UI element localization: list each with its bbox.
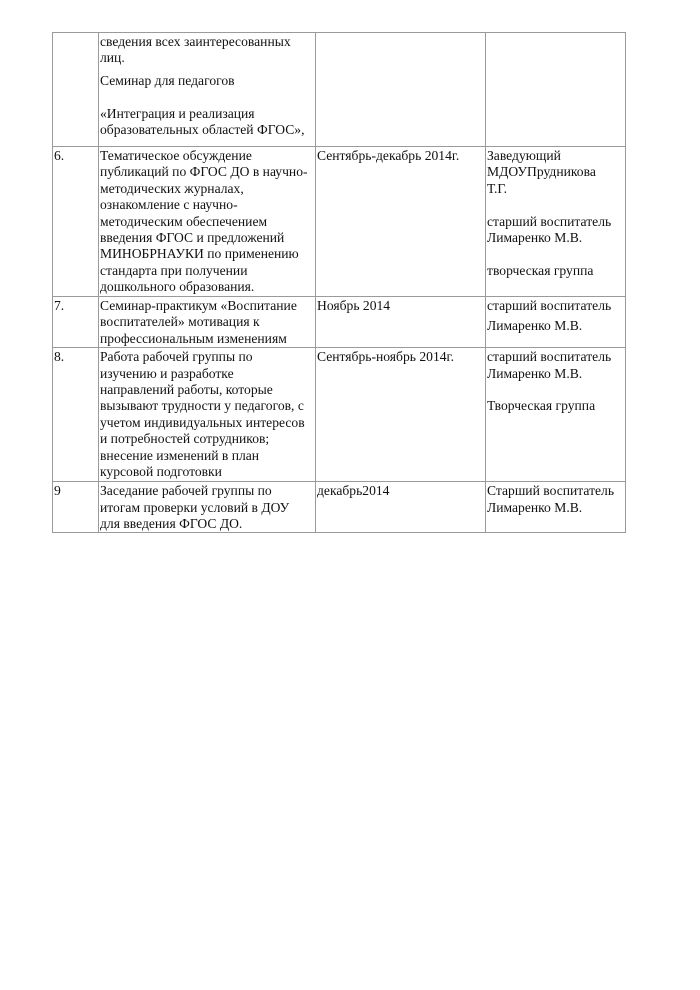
row-number-cell (53, 33, 99, 147)
activity-text: изучению и разработке (100, 365, 234, 381)
activity-text: ознакомление с научно- (100, 197, 238, 213)
responsible-text: старший воспитатель (487, 213, 612, 229)
responsible-text: Лимаренко М.В. (487, 318, 583, 334)
activity-text: вызывают трудности у педагогов, с (100, 398, 304, 414)
table-row (53, 297, 626, 348)
activity-text: введения ФГОС и предложений (100, 230, 285, 246)
responsible-text: Т.Г. (487, 180, 508, 196)
responsible-cell (486, 348, 626, 482)
activity-text: публикаций по ФГОС ДО в научно- (100, 164, 308, 180)
table-row (53, 348, 626, 482)
responsible-cell (486, 33, 626, 147)
activity-text: Семинар-практикум «Воспитание (100, 298, 297, 313)
activity-text: воспитателей» мотивация к (100, 314, 260, 330)
activity-text: и потребностей сотрудников; (100, 431, 270, 447)
responsible-text: старший воспитатель (487, 349, 612, 365)
activity-text: методических журналах, (100, 180, 244, 196)
table-row (53, 147, 626, 297)
activity-text: Заседание рабочей группы по (100, 483, 272, 499)
responsible-text: Творческая группа (487, 398, 596, 414)
table-row (53, 33, 626, 147)
activity-text: Тематическое обсуждение (100, 148, 252, 163)
activity-cell (99, 147, 316, 297)
activity-cell (99, 297, 316, 348)
activity-text: направлений работы, которые (100, 382, 273, 398)
responsible-cell (486, 482, 626, 533)
responsible-text: Заведующий (487, 148, 561, 163)
activity-text: «Интеграция и реализация (100, 105, 255, 121)
row-number-cell: 8. (53, 348, 99, 482)
row-number-cell: 6. (53, 147, 99, 297)
work-plan-table (52, 32, 626, 533)
row-number-cell: 9 (53, 482, 99, 533)
activity-text: дошкольного образования. (100, 279, 255, 295)
activity-text: Семинар для педагогов (100, 72, 235, 88)
responsible-text: Старший воспитатель (487, 483, 615, 499)
date-cell: декабрь2014 (316, 482, 486, 533)
activity-text: Работа рабочей группы по (100, 349, 253, 365)
activity-text: профессиональным изменениям (100, 330, 287, 346)
date-cell: Сентябрь-декабрь 2014г. (316, 147, 486, 297)
activity-text: курсовой подготовки (100, 464, 222, 480)
activity-cell (99, 482, 316, 533)
activity-cell (99, 33, 316, 147)
date-cell: Ноябрь 2014 (316, 297, 486, 348)
responsible-text: Лимаренко М.В. (487, 230, 583, 246)
activity-cell (99, 348, 316, 482)
responsible-cell (486, 297, 626, 348)
activity-text: образовательных областей ФГОС», (100, 122, 305, 138)
row-number-cell: 7. (53, 297, 99, 348)
activity-text: лиц. (100, 50, 125, 66)
activity-text: внесение изменений в план (100, 447, 260, 463)
date-cell: Сентябрь-ноябрь 2014г. (316, 348, 486, 482)
activity-text: методическим обеспечением (100, 213, 268, 229)
responsible-text: Лимаренко М.В. (487, 365, 583, 381)
activity-text: для введения ФГОС ДО. (100, 516, 243, 532)
responsible-cell (486, 147, 626, 297)
table-row (53, 482, 626, 533)
responsible-text: МДОУПрудникова (487, 164, 596, 180)
activity-text: сведения всех заинтересованных (100, 34, 291, 49)
responsible-text: старший воспитатель (487, 298, 612, 313)
activity-text: учетом индивидуальных интересов (100, 414, 305, 430)
activity-text: итогам проверки условий в ДОУ (100, 499, 290, 515)
activity-text: МИНОБРНАУКИ по применению (100, 246, 299, 262)
date-cell (316, 33, 486, 147)
activity-text: стандарта при получении (100, 262, 248, 278)
responsible-text: творческая группа (487, 262, 594, 278)
responsible-text: Лимаренко М.В. (487, 499, 583, 515)
